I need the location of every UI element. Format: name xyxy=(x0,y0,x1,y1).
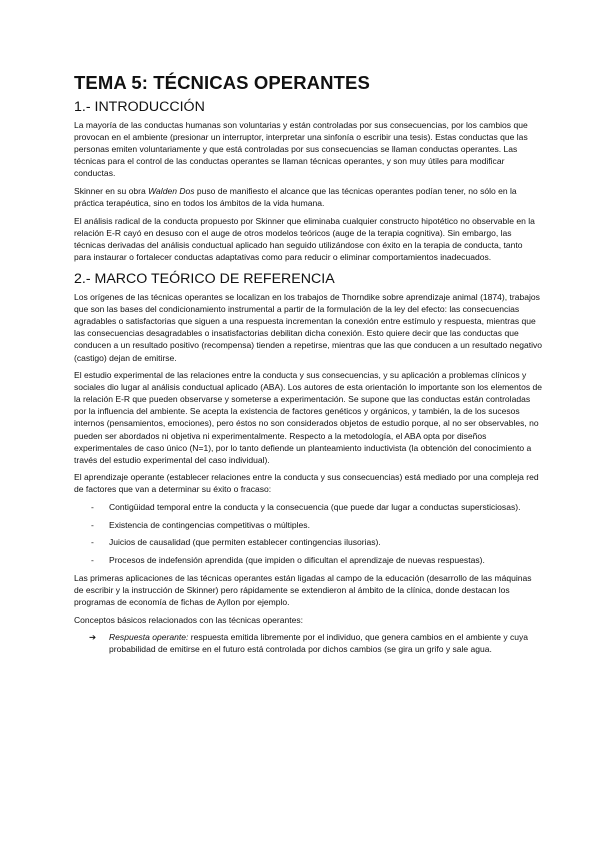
paragraph: El análisis radical de la conducta propuesto por Skinner que eliminaba cualquier constructo hipotético no observable en la relación E-R cayó en desuso con el auge de otros modelos teóricos (auge de la terapia cognitiva). Sin embargo, las técnicas derivadas del análisis conductual aplicado han seguido utilizándose con éxito en la terapia de conducta, tanto para instaurar o fortalecer conductas adaptativas como para reducir o eliminar comportamientos inadecuados. xyxy=(74,215,535,262)
section-heading-marco-teorico: 2.- MARCO TEÓRICO DE REFERENCIA xyxy=(74,271,335,288)
paragraph: Los orígenes de las técnicas operantes se localizan en los trabajos de Thorndike sobre aprendizaje animal (1874), trabajos que son las bases del condicionamiento instrumental a partir de la formulación de la ley del efecto: las consecuencias agradables o satisfactorias que siguen a una respuesta incrementan la conexión entre estímulo y respuesta, mientras que las consecuencias desagradables o insatisfactorias debilitan dicha conexión. Esto quiere decir que las conductas que conducen a un resultado positivo (recompensa) tienden a repetirse, mientras que las que conducen a un resultado negativo (castigo) dejan de emitirse. xyxy=(74,292,543,363)
dash-marker: - xyxy=(91,537,94,548)
paragraph: El aprendizaje operante (establecer relaciones entre la conducta y sus consecuencias) está mediado por una compleja red de factores que van a determinar su éxito o fracaso: xyxy=(74,472,539,495)
concept-definition: respuesta emitida libremente por el individuo, que genera cambios en el ambiente y cuya probabilidad de emitirse en el futuro está controlada por dichos cambios (se gira un grifo y sale agua. xyxy=(109,632,529,655)
text-run: puso de manifiesto el alcance que las técnicas operantes podían tener, no sólo en la práctica terapéutica, sino en todos los ámbitos de la vida humana. xyxy=(74,185,517,209)
paragraph xyxy=(74,185,542,209)
list-item-text: Juicios de causalidad (que permiten establecer contingencias ilusorias). xyxy=(109,537,381,548)
paragraph: La mayoría de las conductas humanas son voluntarias y están controladas por sus consecuencias, por los cambios que provocan en el ambiente (presionar un interruptor, interpretar una sinfonía o escribir una tesis). Estas conductas que las personas emiten voluntariamente y que está controladas por sus consecuencias se llaman conductas operantes. Las técnicas para el control de las conductas operantes se llaman técnicas operantes, y son muy útiles para modificar conductas. xyxy=(74,120,528,179)
list-item-text: Existencia de contingencias competitivas o múltiples. xyxy=(109,519,310,530)
concept-item xyxy=(74,631,542,655)
paragraph: Las primeras aplicaciones de las técnicas operantes están ligadas al campo de la educación (desarrollo de las máquinas de escribir y la instrucción de Skinner) pero rápidamente se extendieron al ámbito de la clínica, donde destacan los programas de economía de fichas de Ayllon por ejemplo. xyxy=(74,572,532,608)
list-item xyxy=(74,519,542,531)
factor-list xyxy=(74,501,542,566)
list-item-text: Procesos de indefensión aprendida (que impiden o dificultan el aprendizaje de nuevas respuestas). xyxy=(109,554,485,565)
arrow-icon: ➔ xyxy=(89,632,97,643)
dash-marker: - xyxy=(91,519,94,530)
concept-list xyxy=(74,631,542,655)
list-item xyxy=(74,554,542,566)
paragraph: Conceptos básicos relacionados con las técnicas operantes: xyxy=(74,614,304,625)
text-run: Skinner en su obra xyxy=(74,185,149,196)
document-title: TEMA 5: TÉCNICAS OPERANTES xyxy=(74,72,370,93)
list-item xyxy=(74,501,542,513)
paragraph: El estudio experimental de las relaciones entre la conducta y sus consecuencias, y su aplicación a problemas clínicos y sociales dio lugar al análisis conductual aplicado (ABA). Los autores de esta orientación lo importante son los elementos de la relación E-R que pueden observarse y someterse a experimentación. Se supone que las conductas están controladas por la influencia del ambiente. Se acepta la existencia de factores genéticos y orgánicos, y también, la de los sucesos internos (pensamientos, emociones), pero éstos no son considerados objetos de estudio porque, al no ser observables, no pueden ser abordados ni objetiva ni experimentalmente. Respecto a la metodología, el ABA opta por diseños experimentales de caso único (N=1), por lo tanto defiende un planteamiento inductivista (la obtención del conocimiento a través del estudio experimental del caso individual). xyxy=(74,370,542,465)
dash-marker: - xyxy=(91,502,94,513)
list-item xyxy=(74,536,542,548)
book-title: Walden Dos xyxy=(148,185,195,196)
concept-term: Respuesta operante: xyxy=(109,632,189,643)
list-item-text: Contigüidad temporal entre la conducta y la consecuencia (que puede dar lugar a conductas supersticiosas). xyxy=(109,502,521,513)
dash-marker: - xyxy=(91,554,94,565)
section-heading-introduccion: 1.- INTRODUCCIÓN xyxy=(74,99,205,115)
